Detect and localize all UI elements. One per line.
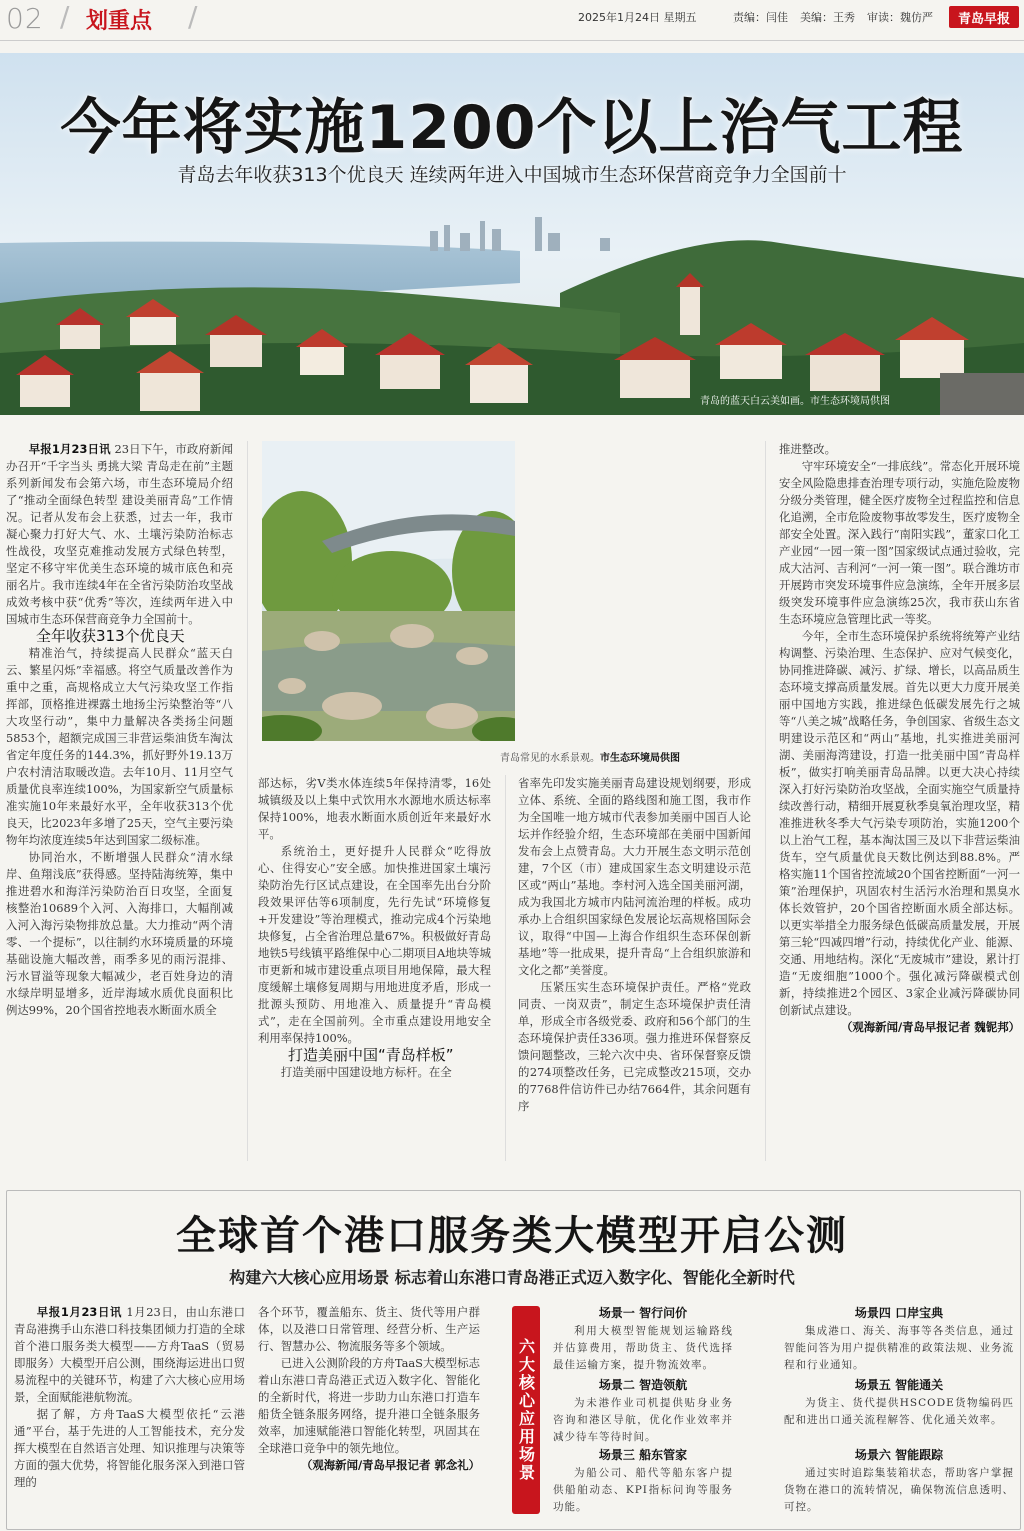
photo-caption — [500, 749, 760, 764]
paragraph: 系统治土，更好提升人民群众“吃得放心、住得安心”安全感。加快推进国家土壤污染防治先行区试点建设，在全国率先出台分阶段效果评估等6项制度，先行先试“环境修复+开发建设”等治理模式，推动完成4个污染地块修复，占全省治理总量67%。积极做好青岛地铁5号线镇平路维保中心二期项目A地块等城市更新和城市建设重点项目用地保障，最大程度缓解土壤修复周期与用地进度矛盾，形成一批源头预防、用地准入、质量提升“青岛模式”，走在全国前列。全市重点建设用地安全利用率保持100%。 — [258, 844, 491, 1045]
dateline: 早报1月23日讯 — [28, 442, 111, 456]
article1-column-1 — [6, 441, 233, 1019]
byline: （观海新闻/青岛早报记者 郭念礼） — [301, 1458, 480, 1472]
hero-photo-credit: 青岛的蓝天白云美如画。市生态环境局供图 — [700, 396, 890, 407]
paragraph: 守牢环境安全“一排底线”。常态化开展环境安全风险隐患排查治理专项行动，实施危险废物分级分类管理，健全医疗废物全过程监控和信息化追溯，全市危险废物事故零发生，医疗废物全部安全处置。深入践行“南阳实践”，董家口化工产业园“一园一策一图”国家级试点通过验收，完成大沽河、吉利河“一河一策一图”。联合潍坊市开展跨市突发环境事件应急演练，全年开展多层级突发环境事件应急演练25次，我市获山东省生态环境应急管理比武一等奖。 — [779, 459, 1020, 626]
scene-item — [553, 1446, 733, 1516]
scene-title: 场景六 智能跟踪 — [854, 1448, 944, 1462]
section-title: 划重点 — [86, 9, 153, 34]
article1-column-2 — [258, 775, 491, 1081]
paragraph: 打造美丽中国建设地方标杆。在全 — [280, 1065, 452, 1079]
scene-text: 为未港作业司机提供贴身业务咨询和港区导航，优化作业效率并减少待车等待时间。 — [553, 1397, 733, 1443]
scene-title: 场景一 智行问价 — [598, 1306, 688, 1320]
paragraph: 推进整改。 — [779, 442, 836, 456]
paragraph: 协同治水，不断增强人民群众“清水绿岸、鱼翔浅底”获得感。坚持陆海统筹，集中推进碧水和海洋污染防治百日攻坚，全面复核整治10689个入河、入海排口，大幅削减入河入海污染物排放总量。大力推动“两个清零、一个提标”，以往制约水环境质量的环境基础设施大幅改善，雨季多见的雨污混排、污水冒溢等现象大幅减少，老百姓身边的清水绿岸明显增多，近岸海域水质优良面积比例达99%，20个国省控地表水断面水质全 — [6, 850, 233, 1017]
scene-item — [784, 1376, 1014, 1429]
article1-lead-paragraph — [6, 441, 233, 628]
scene-item — [784, 1446, 1014, 1516]
scene-item — [553, 1304, 733, 1374]
article2-column-2 — [258, 1304, 480, 1474]
dateline: 早报1月23日讯 — [36, 1305, 123, 1319]
paragraph: 压紧压实生态环境保护责任。严格“党政同责、一岗双责”，制定生态环境保护责任清单，形成全市各级党委、政府和56个部门的生态环境保护责任336项。强力推进环保督察反馈问题整改，三轮六次中央、省环保督察反馈的274项整改任务，已完成整改215项，交办的7768件信访件已办结7664件，其余问题有序 — [518, 980, 751, 1113]
paragraph-text: 1月23日，由山东港口青岛港携手山东港口科技集团倾力打造的全球首个港口服务类大模型——方舟TaaS（贸易即服务）大模型开启公测，围绕海运进出口贸易流程中的关键环节，构建了六大核心应用场景，全面赋能港航物流。 — [14, 1305, 245, 1404]
article2-lead-paragraph — [14, 1304, 245, 1406]
paragraph: 精准治气，持续提高人民群众“蓝天白云、繁星闪烁”幸福感。将空气质量改善作为重中之重，高规格成立大气污染攻坚工作指挥部，顶格推进裸露土地扬尘污染整治等“八大攻坚行动”，集中力量解决各类扬尘问题5853个，超额完成国三非营运柴油货车淘汰省定年度任务的144.3%，抓好野外19.13万户农村清洁取暖改造。去年10月、11月空气质量优良率连续100%，为国家新空气质量标准实施10年来最好水平，全年收获313个优良天，比2023年多增了25天，空气主要污染物年均浓度连续5年达到国家二级标准。 — [6, 646, 233, 847]
article2-column-1 — [14, 1304, 245, 1491]
editor-credit: 责编：闫佳 — [733, 11, 788, 24]
page-number: 02 — [6, 2, 44, 35]
water-landscape-photo — [262, 441, 515, 741]
paragraph: 各个环节，覆盖船东、货主、货代等用户群体，以及港口日常管理、经营分析、生产运行、智慧办公、物流服务等多个领域。 — [258, 1305, 480, 1353]
main-subheadline: 青岛去年收获313个优良天 连续两年进入中国城市生态环保营商竞争力全国前十 — [177, 164, 847, 186]
scene-text: 利用大模型智能规划运输路线并估算费用，帮助货主、货代选择最佳运输方案，提升物流效率。 — [553, 1325, 733, 1371]
scene-text: 集成港口、海关、海事等各类信息，通过智能问答为用户提供精准的政策法规、业务流程和行业通知。 — [784, 1325, 1014, 1371]
divider-slash: / — [60, 0, 70, 33]
scene-title: 场景二 智造领航 — [598, 1378, 688, 1392]
proofreader-credit: 审读：魏仿严 — [867, 11, 933, 24]
column-rule — [765, 441, 766, 1161]
section-subheading: 打造美丽中国“青岛样板” — [288, 1046, 454, 1064]
main-headline: 今年将实施1200个以上治气工程 — [60, 93, 964, 163]
paragraph: 据了解，方舟TaaS大模型依托“云港通”平台，基于先进的人工智能技术，充分发挥大模型在自然语言处理、知识推理与决策等方面的强大优势，将智能化服务深入到港口管理的 — [14, 1407, 245, 1489]
column-rule — [247, 441, 248, 1161]
paragraph-text: 23日下午，市政府新闻办召开“千字当头 勇挑大梁 青岛走在前”主题系列新闻发布会第六场，市生态环境局介绍了“推动全面绿色转型 建设美丽青岛”工作情况。记者从发布会上获悉，过去一年，我市凝心聚力打好大气、水、土壤污染防治标志性战役，攻坚克难推动发展方式绿色转型，坚定不移守牢优美生态环境的城市底色和亮丽名片。我市连续4年在全省污染防治攻坚战成效考核中获“优秀”等次，连续两年进入中国城市生态环保营商竞争力全国前十。 — [6, 442, 233, 626]
scene-text: 为船公司、船代等船东客户提供船舶动态、KPI指标问询等服务功能。 — [553, 1467, 733, 1513]
column-rule — [505, 775, 506, 1161]
paragraph: 已进入公测阶段的方舟TaaS大模型标志着山东港口青岛港正式迈入数字化、智能化的全新时代，将进一步助力山东港口打造车船货全链条服务网络，提升港口全链条服务效率，加速赋能港口智能化转型，巩固其在全球港口竞争中的领先地位。 — [258, 1356, 480, 1455]
paragraph: 今年，全市生态环境保护系统将统筹产业结构调整、污染治理、生态保护、应对气候变化，协同推进降碳、减污、扩绿、增长，以高品质生态环境支撑高质量发展。首先以更大力度开展美丽中国地方实践，推进绿色低碳发展先行之城等“八美之城”战略任务，争创国家、省级生态文明建设示范区和“两山”基地，扎实推进美丽河湖、美丽海湾建设，打造一批美丽中国“青岛样板”，做实打响美丽青岛品牌。以更大决心持续深入打好污染防治攻坚战，全面实施空气质量持续改善行动，精细开展夏秋季臭氧治理攻坚，精准推进秋冬季大气污染专项防治，实施1200个以上治气工程，基本淘汰国三及以下非营运柴油货车，空气质量优良天数比例达到88.8%。严格实施11个国省控流域20个国省控断面“一河一策”治理保护，巩固农村生活污水治理和黑臭水体长效管护，20个国省控断面水质全部达标。以更实举措全力服务绿色低碳高质量发展，开展第三轮“四减四增”行动，持续优化产业、能源、交通、用地结构。深化“无废城市”建设，累计打造“无废细胞”1000个。强化减污降碳模式创新，持续推进2个园区、3家企业减污降碳协同创新试点建设。 — [779, 629, 1020, 1017]
page-header — [0, 0, 1024, 40]
scene-title: 场景四 口岸宝典 — [854, 1306, 944, 1320]
paragraph: 省率先印发实施美丽青岛建设规划纲要，形成立体、系统、全面的路线图和施工图，我市作为全国唯一地方城市代表参加美丽中国百人论坛并作经验介绍，生态环境部在美丽中国新闻发布会上点赞青岛。大力开展生态文明示范创建，7个区（市）建成国家生态文明建设示范区或“两山”基地。李村河入选全国美丽河湖，成为我国北方城市内陆河流治理的样板。成功承办上合组织国家绿色发展论坛高规格国际会议，取得“中国—上海合作组织生态环保创新基地”等一批成果，提升青岛“上合组织旅游和文化之都”美誉度。 — [518, 776, 751, 977]
section-subheading: 全年收获313个优良天 — [36, 627, 185, 645]
divider-slash: / — [188, 0, 198, 33]
scene-text: 为货主、货代提供HSCODE货物编码匹配和进出口通关流程解答、优化通关效率。 — [784, 1397, 1014, 1426]
scene-title: 场景五 智能通关 — [854, 1378, 944, 1392]
issue-date: 2025年1月24日 星期五 — [578, 11, 697, 24]
scene-title: 场景三 船东管家 — [598, 1448, 688, 1462]
scenes-label-bar: 六大核心应用场景 — [512, 1306, 540, 1514]
caption-text: 青岛常见的水系景观。 — [500, 753, 600, 764]
newspaper-logo: 青岛早报 — [949, 6, 1019, 28]
article1-column-3 — [518, 775, 751, 1115]
article2-subheadline: 构建六大核心应用场景 标志着山东港口青岛港正式迈入数字化、智能化全新时代 — [229, 1268, 795, 1287]
art-editor-credit: 美编：王秀 — [800, 11, 855, 24]
article1-column-4 — [779, 441, 1020, 1036]
article2-headline: 全球首个港口服务类大模型开启公测 — [176, 1213, 848, 1259]
byline: （观海新闻/青岛早报记者 魏铌邦） — [841, 1020, 1020, 1034]
paragraph: 部达标，劣V类水体连续5年保持清零，16处城镇级及以上集中式饮用水水源地水质达标率保持100%，地表水断面水质创近年来最好水平。 — [258, 776, 491, 841]
scene-text: 通过实时追踪集装箱状态，帮助客户掌握货物在港口的流转情况，确保物流信息透明、可控。 — [784, 1467, 1014, 1513]
header-rule — [0, 40, 1024, 41]
scene-item — [784, 1304, 1014, 1374]
scene-item — [553, 1376, 733, 1446]
caption-credit: 市生态环境局供图 — [600, 753, 680, 764]
